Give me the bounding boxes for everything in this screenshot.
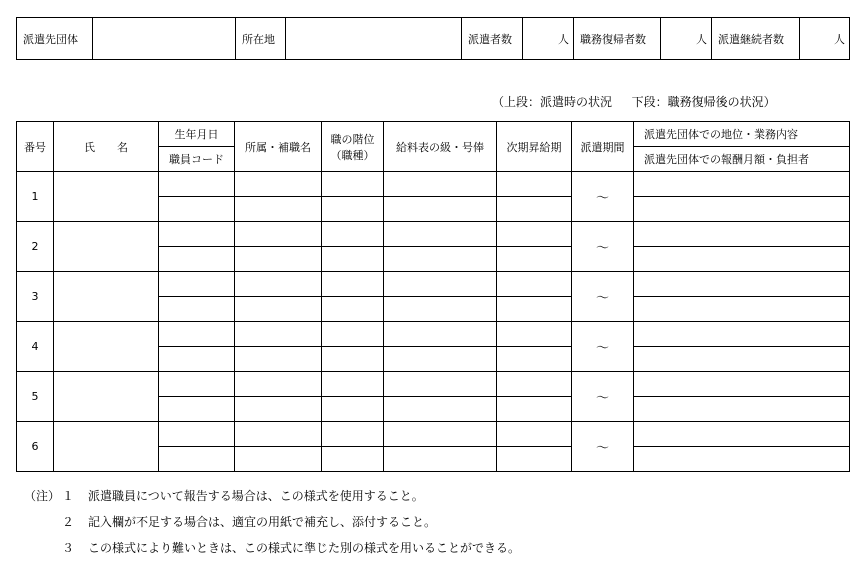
header-pay-burden: 派遣先団体での報酬月額・負担者 xyxy=(634,147,850,172)
rank-cell-upper[interactable] xyxy=(322,172,384,197)
salary-cell-lower[interactable] xyxy=(384,247,497,272)
salary-cell-lower[interactable] xyxy=(384,297,497,322)
note-text: 派遣職員について報告する場合は、この様式を使用すること。 xyxy=(88,489,424,503)
salary-cell-lower[interactable] xyxy=(384,447,497,472)
period-cell[interactable]: ～ xyxy=(572,422,634,472)
rank-cell-lower[interactable] xyxy=(322,447,384,472)
salary-cell-upper[interactable] xyxy=(384,372,497,397)
location-label: 所在地 xyxy=(236,18,286,60)
affiliation-cell-upper[interactable] xyxy=(235,422,322,447)
salary-cell-upper[interactable] xyxy=(384,222,497,247)
row-number: 2 xyxy=(17,222,54,272)
note-number: ２ xyxy=(62,515,75,529)
position-duties-cell[interactable] xyxy=(634,272,850,297)
affiliation-cell-upper[interactable] xyxy=(235,372,322,397)
note-item xyxy=(24,509,520,535)
next-raise-cell-upper[interactable] xyxy=(497,172,572,197)
birth-date-cell[interactable] xyxy=(159,422,235,447)
header-name: 氏 名 xyxy=(54,122,159,172)
affiliation-cell-upper[interactable] xyxy=(235,172,322,197)
name-cell[interactable] xyxy=(54,222,159,272)
returned-count-field[interactable]: 人 xyxy=(661,18,712,60)
affiliation-cell-upper[interactable] xyxy=(235,222,322,247)
legend-note: （上段：派遣時の状況 下段：職務復帰後の状況） xyxy=(492,95,776,109)
pay-burden-cell[interactable] xyxy=(634,247,850,272)
position-duties-cell[interactable] xyxy=(634,222,850,247)
next-raise-cell-lower[interactable] xyxy=(497,297,572,322)
pay-burden-cell[interactable] xyxy=(634,397,850,422)
rank-cell-lower[interactable] xyxy=(322,197,384,222)
returned-count-label: 職務復帰者数 xyxy=(574,18,661,60)
affiliation-cell-upper[interactable] xyxy=(235,322,322,347)
note-text: 記入欄が不足する場合は、適宜の用紙で補充し、添付すること。 xyxy=(88,515,437,529)
continued-count-label: 派遣継続者数 xyxy=(712,18,800,60)
note-item xyxy=(24,483,520,509)
note-item xyxy=(24,535,520,561)
next-raise-cell-lower[interactable] xyxy=(497,197,572,222)
salary-cell-upper[interactable] xyxy=(384,322,497,347)
header-rank xyxy=(322,122,384,172)
birth-date-cell[interactable] xyxy=(159,322,235,347)
pay-burden-cell[interactable] xyxy=(634,197,850,222)
birth-date-cell[interactable] xyxy=(159,372,235,397)
salary-cell-lower[interactable] xyxy=(384,197,497,222)
note-number: ３ xyxy=(62,541,75,555)
salary-cell-lower[interactable] xyxy=(384,347,497,372)
period-cell[interactable]: ～ xyxy=(572,372,634,422)
header-rank-title: 職の階位 xyxy=(330,132,375,146)
note-number: １ xyxy=(62,489,75,503)
pay-burden-cell[interactable] xyxy=(634,347,850,372)
summary-table xyxy=(16,17,850,60)
next-raise-cell-upper[interactable] xyxy=(497,372,572,397)
note-text: この様式により難いときは、この様式に準じた別の様式を用いることができる。 xyxy=(88,541,521,555)
table-row xyxy=(17,372,850,397)
position-duties-cell[interactable] xyxy=(634,322,850,347)
header-position-duties: 派遣先団体での地位・業務内容 xyxy=(634,122,850,147)
salary-cell-upper[interactable] xyxy=(384,422,497,447)
notes xyxy=(24,483,520,561)
table-row xyxy=(17,172,850,197)
next-raise-cell-upper[interactable] xyxy=(497,322,572,347)
header-next-raise: 次期昇給期 xyxy=(497,122,572,172)
rank-cell-upper[interactable] xyxy=(322,222,384,247)
row-number: 4 xyxy=(17,322,54,372)
row-number: 1 xyxy=(17,172,54,222)
next-raise-cell-upper[interactable] xyxy=(497,272,572,297)
table-row xyxy=(17,272,850,297)
note-prefix: （注） xyxy=(24,489,61,503)
name-cell[interactable] xyxy=(54,322,159,372)
period-cell[interactable]: ～ xyxy=(572,172,634,222)
header-rank-type: （職種） xyxy=(330,148,375,162)
salary-cell-upper[interactable] xyxy=(384,172,497,197)
position-duties-cell[interactable] xyxy=(634,172,850,197)
dispatch-org-field[interactable] xyxy=(93,18,236,60)
rank-cell-upper[interactable] xyxy=(322,272,384,297)
affiliation-cell-lower[interactable] xyxy=(235,297,322,322)
name-cell[interactable] xyxy=(54,372,159,422)
rank-cell-lower[interactable] xyxy=(322,297,384,322)
staff-code-cell[interactable] xyxy=(159,197,235,222)
header-birth-date: 生年月日 xyxy=(159,122,235,147)
continued-count-field[interactable]: 人 xyxy=(800,18,850,60)
next-raise-cell-lower[interactable] xyxy=(497,397,572,422)
row-number: 6 xyxy=(17,422,54,472)
staff-table xyxy=(16,121,850,472)
pay-burden-cell[interactable] xyxy=(634,297,850,322)
staff-code-cell[interactable] xyxy=(159,247,235,272)
table-row xyxy=(17,422,850,447)
dispatch-org-label: 派遣先団体 xyxy=(17,18,93,60)
position-duties-cell[interactable] xyxy=(634,422,850,447)
header-staff-code: 職員コード xyxy=(159,147,235,172)
dispatched-count-field[interactable]: 人 xyxy=(523,18,574,60)
affiliation-cell-lower[interactable] xyxy=(235,397,322,422)
affiliation-cell-lower[interactable] xyxy=(235,347,322,372)
row-number: 3 xyxy=(17,272,54,322)
header-affiliation: 所属・補職名 xyxy=(235,122,322,172)
next-raise-cell-lower[interactable] xyxy=(497,447,572,472)
affiliation-cell-lower[interactable] xyxy=(235,447,322,472)
header-salary: 給料表の級・号俸 xyxy=(384,122,497,172)
header-period: 派遣期間 xyxy=(572,122,634,172)
name-cell[interactable] xyxy=(54,272,159,322)
period-cell[interactable]: ～ xyxy=(572,322,634,372)
birth-date-cell[interactable] xyxy=(159,272,235,297)
row-number: 5 xyxy=(17,372,54,422)
period-cell[interactable]: ～ xyxy=(572,222,634,272)
birth-date-cell[interactable] xyxy=(159,172,235,197)
rank-cell-lower[interactable] xyxy=(322,347,384,372)
period-cell[interactable]: ～ xyxy=(572,272,634,322)
rank-cell-upper[interactable] xyxy=(322,372,384,397)
staff-code-cell[interactable] xyxy=(159,347,235,372)
table-row xyxy=(17,322,850,347)
staff-code-cell[interactable] xyxy=(159,447,235,472)
staff-code-cell[interactable] xyxy=(159,397,235,422)
header-row-top xyxy=(17,122,850,147)
rank-cell-upper[interactable] xyxy=(322,322,384,347)
staff-code-cell[interactable] xyxy=(159,297,235,322)
salary-cell-upper[interactable] xyxy=(384,272,497,297)
pay-burden-cell[interactable] xyxy=(634,447,850,472)
name-cell[interactable] xyxy=(54,172,159,222)
rank-cell-lower[interactable] xyxy=(322,247,384,272)
table-row xyxy=(17,222,850,247)
salary-cell-lower[interactable] xyxy=(384,397,497,422)
affiliation-cell-lower[interactable] xyxy=(235,247,322,272)
next-raise-cell-lower[interactable] xyxy=(497,247,572,272)
dispatched-count-label: 派遣者数 xyxy=(462,18,523,60)
birth-date-cell[interactable] xyxy=(159,222,235,247)
next-raise-cell-upper[interactable] xyxy=(497,422,572,447)
rank-cell-upper[interactable] xyxy=(322,422,384,447)
affiliation-cell-upper[interactable] xyxy=(235,272,322,297)
position-duties-cell[interactable] xyxy=(634,372,850,397)
location-field[interactable] xyxy=(286,18,462,60)
next-raise-cell-upper[interactable] xyxy=(497,222,572,247)
next-raise-cell-lower[interactable] xyxy=(497,347,572,372)
header-number: 番号 xyxy=(17,122,54,172)
affiliation-cell-lower[interactable] xyxy=(235,197,322,222)
name-cell[interactable] xyxy=(54,422,159,472)
rank-cell-lower[interactable] xyxy=(322,397,384,422)
